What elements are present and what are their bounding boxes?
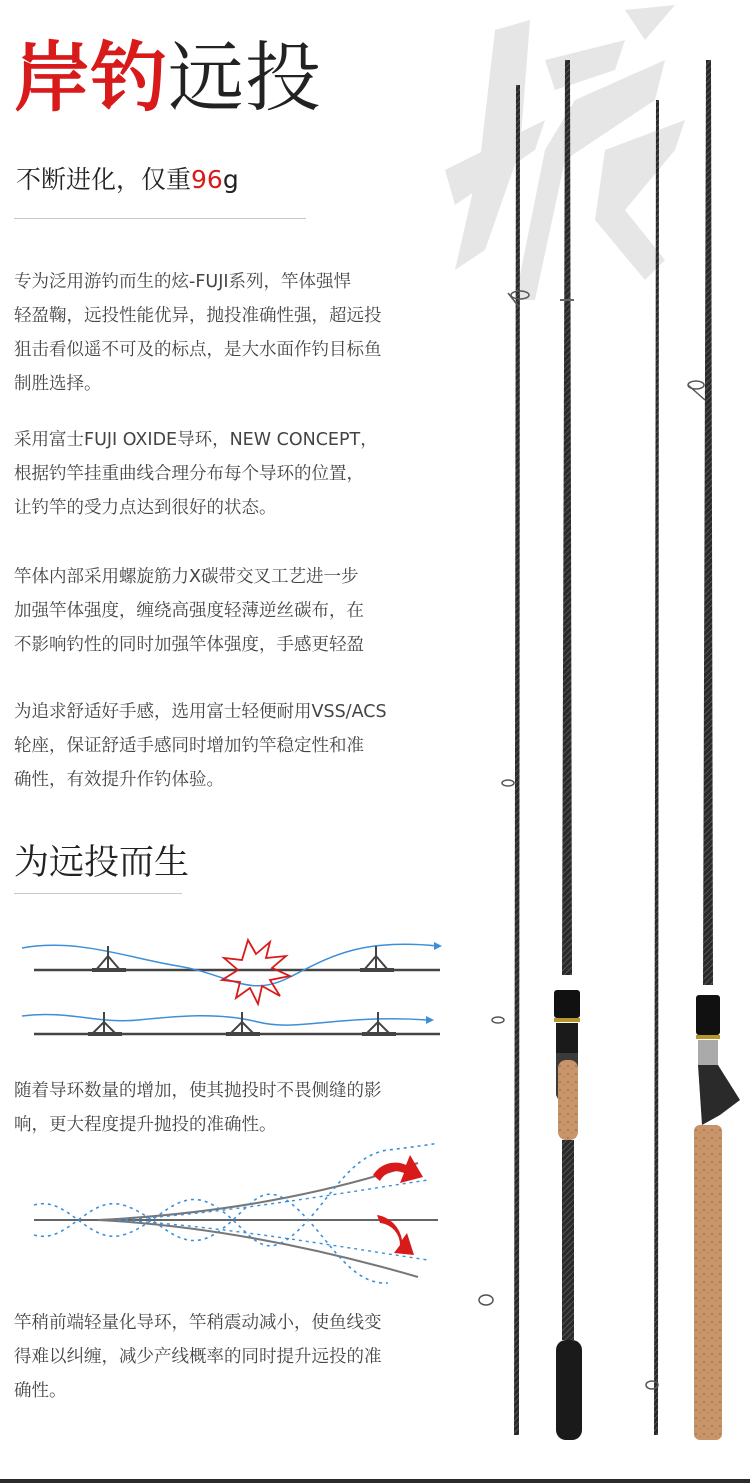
caption-tip-vibration <box>14 1306 454 1408</box>
paragraph-line: 竿体内部采用螺旋筋力X碳带交叉工艺进一步 <box>14 567 359 587</box>
paragraph-line: 确性，有效提升作钓体验。 <box>14 770 224 790</box>
paragraph-intro <box>14 265 454 401</box>
paragraph-line: 采用富士FUJI OXIDE导环，NEW CONCEPT， <box>14 430 378 450</box>
vibration-wave <box>34 1194 388 1283</box>
line-tangle-burst-icon <box>222 940 290 1004</box>
title-main: 远投 <box>168 33 322 122</box>
subtitle-unit: g <box>222 165 239 194</box>
subtitle <box>16 160 239 196</box>
subtitle-weight: 96 <box>191 165 223 194</box>
foam-butt-grip <box>556 1340 582 1440</box>
rod-tip-section-right <box>646 100 659 1435</box>
paragraph-line: 根据钓竿挂重曲线合理分布每个导环的位置， <box>14 464 364 484</box>
paragraph-line: 专为泛用游钓而生的炫-FUJI系列，竿体强悍 <box>14 272 352 292</box>
paragraph-line: 让钓竿的受力点达到很好的状态。 <box>14 498 277 518</box>
title-highlight: 岸钓 <box>14 33 168 122</box>
rod-butt-section-left <box>554 60 582 1440</box>
rod-tip-section-left <box>479 85 529 1435</box>
paragraph-line: 响，更大程度提升抛投的准确性。 <box>14 1115 277 1135</box>
paragraph-line: 为追求舒适好手感，选用富士轻便耐用VSS/ACS <box>14 702 387 722</box>
paragraph-line: 不影响钓性的同时加强竿体强度，手感更轻盈 <box>14 635 364 655</box>
rod-guide-icon <box>479 291 529 1305</box>
reel-trigger <box>698 1065 740 1125</box>
rod-butt-section-right <box>688 60 740 1440</box>
guide-icon <box>226 1012 260 1034</box>
guide-icon <box>360 946 394 970</box>
reel-seat <box>696 995 720 1035</box>
paragraph-guides <box>14 423 454 525</box>
fishing-rods-illustration <box>470 55 750 1450</box>
paragraph-line: 随着导环数量的增加，使其抛投时不畏侧缝的影 <box>14 1081 382 1101</box>
section-divider <box>14 893 182 894</box>
cork-grip <box>694 1125 722 1440</box>
fishing-line-straight <box>22 1014 428 1025</box>
paragraph-line: 轮座，保证舒适手感同时增加钓竿稳定性和准 <box>14 736 364 756</box>
caption-guide-count <box>14 1074 454 1142</box>
tip-vibration-diagram <box>28 1135 448 1285</box>
vibration-wave <box>34 1143 438 1246</box>
paragraph-line: 竿稍前端轻量化导环，竿稍震动减小，使鱼线变 <box>14 1313 382 1333</box>
curved-arrow-up-icon <box>373 1155 423 1183</box>
guide-icon <box>88 1012 122 1034</box>
paragraph-line: 轻盈鞠，远投性能优异，抛投准确性强，超远投 <box>14 306 382 326</box>
page-title <box>14 30 322 126</box>
subtitle-prefix: 不断进化，仅重 <box>16 165 192 194</box>
paragraph-line: 制胜选择。 <box>14 374 102 394</box>
cork-grip <box>558 1060 578 1140</box>
arrow-right-icon <box>426 1016 434 1024</box>
rod-tip-down <box>98 1220 418 1277</box>
paragraph-line: 确性。 <box>14 1381 67 1401</box>
rod-guide-icon <box>688 381 705 400</box>
guide-icon <box>362 1012 396 1034</box>
paragraph-reel-seat <box>14 695 454 797</box>
arrow-right-icon <box>434 942 442 950</box>
reel-seat <box>554 990 580 1018</box>
guide-line-path-diagram <box>18 928 448 1048</box>
subtitle-divider <box>14 218 306 219</box>
paragraph-line: 狙击看似遥不可及的标点，是大水面作钓目标鱼 <box>14 340 382 360</box>
section-heading: 为远投而生 <box>14 843 190 883</box>
paragraph-line: 加强竿体强度，缠绕高强度轻薄逆丝碳布，在 <box>14 601 364 621</box>
paragraph-line: 得难以纠缠，减少产线概率的同时提升远投的准 <box>14 1347 382 1367</box>
bottom-border <box>0 1479 750 1483</box>
paragraph-structure <box>14 560 454 662</box>
rod-tip-up <box>98 1163 418 1220</box>
